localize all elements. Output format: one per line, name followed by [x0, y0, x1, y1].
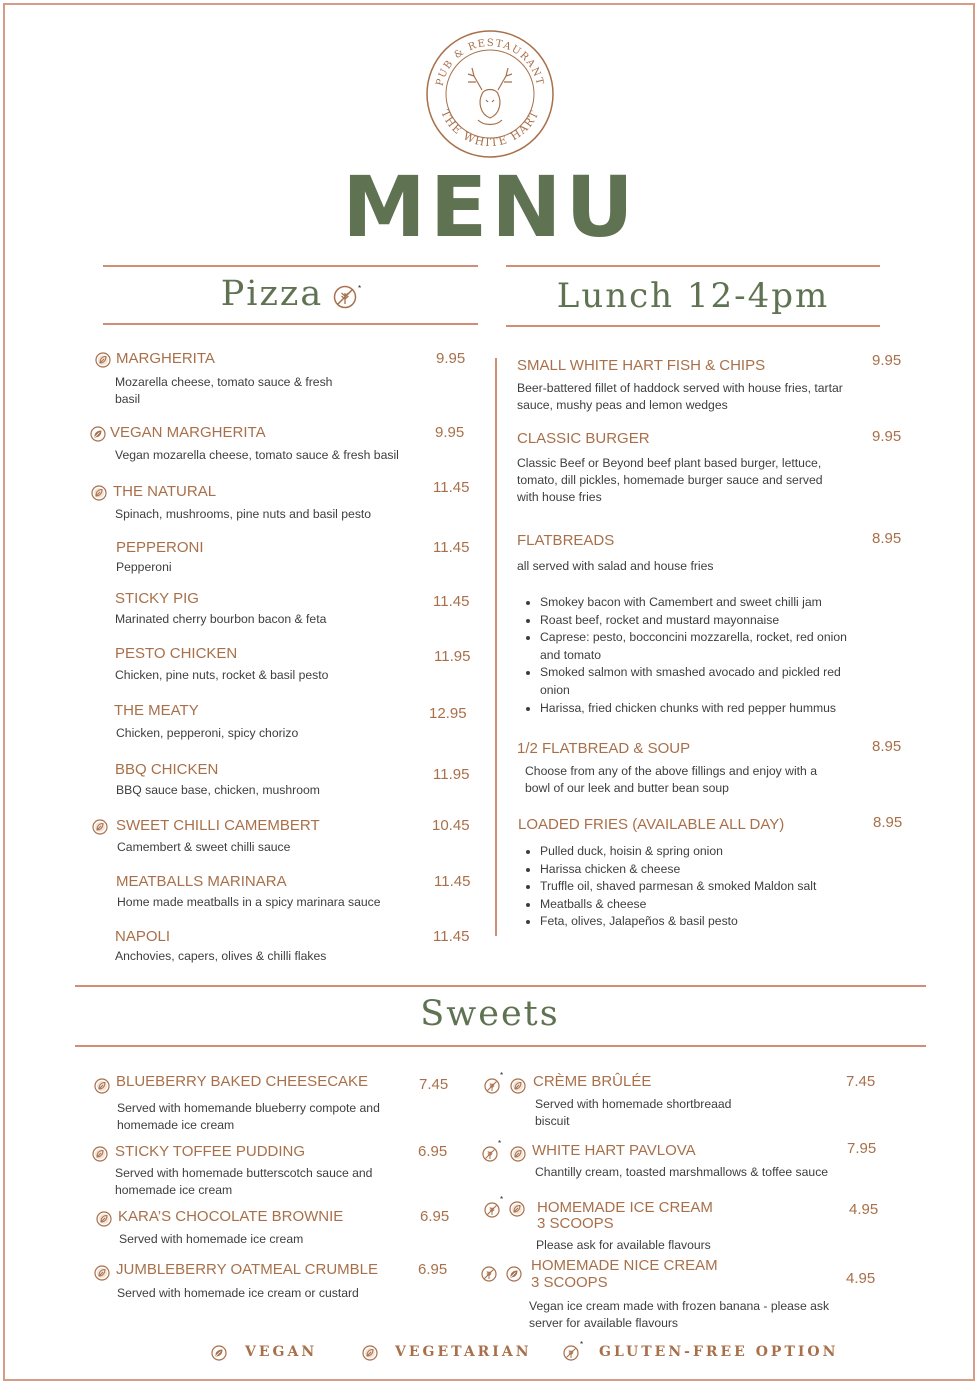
sweet-item-name: STICKY TOFFEE PUDDING	[115, 1143, 306, 1160]
pizza-item-desc: Mozarella cheese, tomato sauce & fresh basil	[115, 375, 333, 406]
pizza-item-price: 9.95	[436, 350, 466, 367]
list-item: • Harissa chicken & cheese	[540, 861, 870, 879]
vegetarian-icon	[92, 819, 108, 835]
pizza-item-price: 11.45	[433, 928, 470, 945]
pizza-item-price: 9.95	[435, 424, 465, 441]
lunch-item-name: LOADED FRIES (AVAILABLE ALL DAY)	[518, 816, 785, 833]
gluten-free-icon	[482, 1146, 498, 1162]
lunch-item-desc: Beer-battered fillet of haddock served with house fries, tartar sauce, mushy peas and lemon wedges	[517, 381, 843, 412]
sweet-item-name: HOMEMADE ICE CREAM	[537, 1199, 713, 1216]
sweet-item-desc: Served with homemade butterscotch sauce and homemade ice cream	[115, 1166, 373, 1197]
pizza-item-price: 11.45	[434, 873, 471, 890]
vegetarian-icon	[510, 1078, 526, 1094]
sweet-item-name: KARA’S CHOCOLATE BROWNIE	[118, 1208, 344, 1225]
pizza-heading: Pizza	[220, 274, 324, 314]
lunch-item-name: FLATBREADS	[517, 532, 615, 549]
lunch-item-price: 8.95	[872, 530, 902, 547]
sweet-item-desc: Vegan ice cream made with frozen banana - please ask server for available flavours	[529, 1299, 830, 1330]
sweet-item-name: JUMBLEBERRY OATMEAL CRUMBLE	[116, 1261, 379, 1278]
lunch-rule-bottom	[506, 325, 880, 327]
pizza-item-price: 10.45	[432, 817, 470, 834]
gluten-free-icon	[563, 1345, 579, 1361]
lunch-item-price: 9.95	[872, 352, 902, 369]
pizza-rule-top	[103, 265, 478, 267]
lunch-rule-top	[506, 265, 880, 267]
pizza-item-price: 11.95	[433, 766, 470, 783]
list-item: • Harissa, fried chicken chunks with red pepper hummus	[540, 700, 870, 718]
list-item: • Meatballs & cheese	[540, 896, 870, 914]
pizza-item-name: PEPPERONI	[116, 539, 204, 556]
gluten-free-star: *	[358, 284, 362, 293]
list-item: • Feta, olives, Jalapeños & basil pesto	[540, 913, 870, 931]
pizza-item-price: 11.45	[433, 593, 470, 610]
vegetarian-icon	[95, 352, 111, 368]
pizza-item-name: VEGAN MARGHERITA	[110, 424, 266, 441]
sweet-item-name-line2: 3 SCOOPS	[531, 1274, 608, 1291]
sweet-item-price: 7.45	[846, 1073, 876, 1090]
vegetarian-icon	[362, 1345, 378, 1361]
gluten-free-icon	[484, 1078, 500, 1094]
list-item: • Truffle oil, shaved parmesan & smoked Maldon salt	[540, 878, 870, 896]
sweet-item-desc: Served with homemade ice cream	[119, 1232, 304, 1246]
stag-icon	[468, 68, 512, 125]
vegan-icon	[506, 1266, 522, 1282]
gluten-free-icon	[481, 1266, 497, 1282]
pizza-item-desc: Marinated cherry bourbon bacon & feta	[115, 612, 327, 626]
loaded-fries-options-list	[518, 843, 870, 931]
lunch-item-price: 8.95	[873, 814, 903, 831]
lunch-item-price: 9.95	[872, 428, 902, 445]
pizza-item-price: 11.45	[433, 539, 470, 556]
lunch-item-price: 8.95	[872, 738, 902, 755]
sweet-item-price: 4.95	[846, 1270, 876, 1287]
sweet-item-price: 6.95	[420, 1208, 450, 1225]
pizza-item-name: MEATBALLS MARINARA	[116, 873, 287, 890]
sweet-item-name: CRÈME BRÛLÉE	[533, 1073, 652, 1090]
vegetarian-icon	[91, 485, 107, 501]
svg-text:PUB & RESTAURANT	[435, 38, 546, 87]
sweet-item-name: HOMEMADE NICE CREAM	[531, 1257, 718, 1274]
pizza-item-desc: Vegan mozarella cheese, tomato sauce & fresh basil	[115, 448, 399, 462]
svg-text:THE WHITE HART	[438, 108, 541, 149]
sweet-item-desc: Chantilly cream, toasted marshmallows & toffee sauce	[535, 1165, 829, 1179]
sweet-item-price: 7.45	[419, 1076, 449, 1093]
sweet-item-price: 6.95	[418, 1143, 448, 1160]
pizza-item-name: THE NATURAL	[113, 483, 217, 500]
sweet-item-desc: Served with homemade shortbreaad biscuit	[535, 1097, 732, 1128]
sweet-item-price: 6.95	[418, 1261, 448, 1278]
gluten-free-star: *	[500, 1071, 504, 1080]
lunch-item-name: 1/2 FLATBREAD & SOUP	[517, 740, 691, 757]
pizza-rule-bottom	[103, 323, 478, 325]
pizza-item-desc: Spinach, mushrooms, pine nuts and basil pesto	[115, 507, 372, 521]
legend-vegan: VEGAN	[245, 1344, 318, 1360]
legend-vegetarian: VEGETARIAN	[395, 1344, 532, 1360]
lunch-item-desc: all served with salad and house fries	[517, 559, 714, 573]
pizza-item-desc: Home made meatballs in a spicy marinara sauce	[117, 895, 381, 909]
pizza-item-desc: Camembert & sweet chilli sauce	[117, 840, 291, 854]
vegan-icon	[211, 1345, 227, 1361]
list-item: • Roast beef, rocket and mustard mayonnaise	[540, 612, 870, 630]
pizza-item-desc: BBQ sauce base, chicken, mushroom	[116, 783, 320, 797]
legend-gluten-free: GLUTEN-FREE OPTION	[599, 1344, 839, 1360]
gluten-free-icon	[484, 1202, 500, 1218]
vegetarian-icon	[96, 1211, 112, 1227]
list-item: • Pulled duck, hoisin & spring onion	[540, 843, 870, 861]
sweet-item-desc: Please ask for available flavours	[536, 1238, 711, 1252]
pizza-item-price: 11.45	[433, 479, 470, 496]
gluten-free-star: *	[500, 1195, 504, 1204]
sweet-item-price: 7.95	[847, 1140, 877, 1157]
pizza-item-price: 11.95	[434, 648, 471, 665]
sweets-rule-top	[75, 985, 926, 987]
vegetarian-icon	[94, 1078, 110, 1094]
vegetarian-icon	[510, 1146, 526, 1162]
list-item: • Smoked salmon with smashed avocado and pickled red onion	[540, 664, 870, 699]
sweet-item-price: 4.95	[849, 1201, 879, 1218]
vegetarian-icon	[92, 1146, 108, 1162]
pizza-item-desc: Chicken, pine nuts, rocket & basil pesto	[115, 668, 329, 682]
logo-top-text: PUB & RESTAURANT	[434, 37, 546, 88]
flatbread-options-list	[518, 594, 870, 717]
gluten-free-star: *	[498, 1139, 502, 1148]
lunch-item-desc: Classic Beef or Beyond beef plant based burger, lettuce, tomato, dill pickles, homemade burger sauce and served with house fries	[517, 456, 823, 504]
column-divider	[495, 358, 497, 936]
pizza-item-name: STICKY PIG	[115, 590, 199, 607]
logo-bottom-text: THE WHITE HART	[438, 107, 542, 150]
vegan-icon	[90, 426, 106, 442]
pizza-item-name: THE MEATY	[114, 702, 199, 719]
lunch-item-desc: Choose from any of the above fillings and enjoy with a bowl of our leek and butter bean soup	[525, 764, 817, 795]
menu-title: MENU	[342, 158, 638, 256]
sweet-item-desc: Served with homemande blueberry compote and homemade ice cream	[117, 1101, 380, 1132]
sweet-item-name-line2: 3 SCOOPS	[537, 1215, 614, 1232]
pizza-item-desc: Chicken, pepperoni, spicy chorizo	[116, 726, 299, 740]
sweet-item-desc: Served with homemade ice cream or custard	[117, 1286, 359, 1300]
pizza-item-name: SWEET CHILLI CAMEMBERT	[116, 817, 320, 834]
lunch-heading: Lunch 12-4pm	[556, 276, 830, 316]
pizza-item-desc: Pepperoni	[116, 560, 172, 574]
sweets-heading: Sweets	[420, 994, 560, 1034]
sweet-item-name: BLUEBERRY BAKED CHEESECAKE	[116, 1073, 369, 1090]
gluten-free-star: *	[580, 1340, 584, 1349]
list-item: • Smokey bacon with Camembert and sweet chilli jam	[540, 594, 870, 612]
sweet-item-name: WHITE HART PAVLOVA	[532, 1142, 696, 1159]
pizza-item-desc: Anchovies, capers, olives & chilli flakes	[115, 949, 327, 963]
pizza-item-name: BBQ CHICKEN	[115, 761, 219, 778]
vegetarian-icon	[94, 1265, 110, 1281]
vegetarian-icon	[509, 1201, 525, 1217]
lunch-item-name: CLASSIC BURGER	[517, 430, 650, 447]
lunch-item-name: SMALL WHITE HART FISH & CHIPS	[517, 357, 766, 374]
logo-emblem	[424, 28, 556, 160]
pizza-item-name: MARGHERITA	[116, 350, 215, 367]
sweets-rule-bottom	[75, 1045, 926, 1047]
list-item: • Caprese: pesto, bocconcini mozzarella, rocket, red onion and tomato	[540, 629, 870, 664]
pizza-item-name: NAPOLI	[115, 928, 171, 945]
pizza-item-price: 12.95	[429, 705, 467, 722]
gluten-free-icon	[333, 285, 357, 309]
pizza-item-name: PESTO CHICKEN	[115, 645, 238, 662]
